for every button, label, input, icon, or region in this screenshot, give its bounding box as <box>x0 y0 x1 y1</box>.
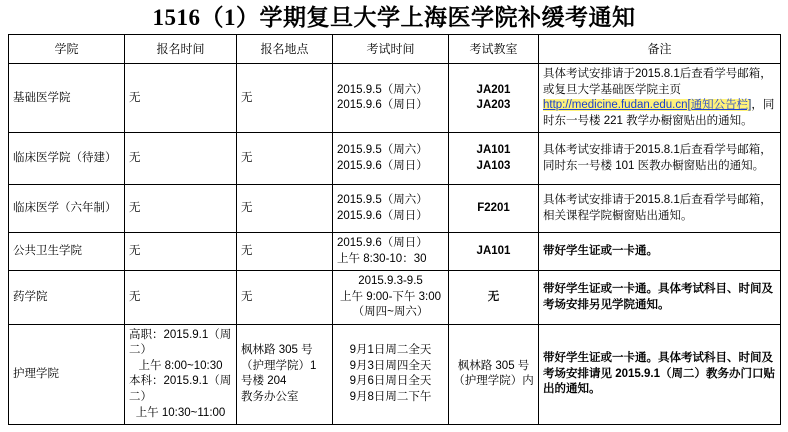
cell-registration-place: 枫林路 305 号（护理学院）1 号楼 204 教务办公室 <box>237 324 333 424</box>
table-header-row <box>9 35 781 64</box>
cell-registration-time: 高职：2015.9.1（周二） 上午 8:00~10:30 本科：2015.9.1（周二） 上午 10:30~11:00 <box>125 324 237 424</box>
cell-exam-room: JA101 <box>449 233 539 271</box>
cell-exam-time: 2015.9.5（周六） 2015.9.6（周日） <box>333 185 449 233</box>
cell-college: 药学院 <box>9 271 125 325</box>
cell-college: 护理学院 <box>9 324 125 424</box>
remark-text-post: ，同时东一号楼 221 教学办橱窗贴出的通知。 <box>543 99 775 127</box>
cell-exam-time: 2015.9.6（周日） 上午 8:30-10：30 <box>333 233 449 271</box>
cell-exam-time: 9月1日周二全天 9月3日周四全天 9月6日周日全天 9月8日周二下午 <box>333 324 449 424</box>
cell-registration-place: 无 <box>237 271 333 325</box>
cell-remark: 具体考试安排请于2015.8.1后查看学号邮箱，相关课程学院橱窗贴出通知。 <box>539 185 781 233</box>
header-exam-time: 考试时间 <box>333 35 449 64</box>
cell-remark: 带好学生证或一卡通。 <box>539 233 781 271</box>
header-college: 学院 <box>9 35 125 64</box>
cell-exam-time: 2015.9.3-9.5 上午 9:00-下午 3:00 （周四~周六） <box>333 271 449 325</box>
table-row <box>9 324 781 424</box>
cell-college: 公共卫生学院 <box>9 233 125 271</box>
cell-exam-time: 2015.9.5（周六） 2015.9.6（周日） <box>333 133 449 185</box>
remark-text-pre: 具体考试安排请于2015.8.1后查看学号邮箱，或复旦大学基础医学院主页 <box>543 68 772 96</box>
cell-remark: 带好学生证或一卡通。具体考试科目、时间及考场安排请见 2015.9.1（周二）教务办门口贴出的通知。 <box>539 324 781 424</box>
cell-registration-time: 无 <box>125 133 237 185</box>
cell-college: 临床医学院（待建） <box>9 133 125 185</box>
cell-registration-time: 无 <box>125 64 237 133</box>
remark-link[interactable]: http://medicine.fudan.edu.cn[通知公告栏] <box>543 99 752 112</box>
cell-registration-place: 无 <box>237 133 333 185</box>
header-registration-time: 报名时间 <box>125 35 237 64</box>
cell-remark <box>539 64 781 133</box>
cell-registration-place: 无 <box>237 64 333 133</box>
cell-remark: 带好学生证或一卡通。具体考试科目、时间及考场安排另见学院通知。 <box>539 271 781 325</box>
makeup-exam-table <box>8 34 781 425</box>
cell-exam-room: F2201 <box>449 185 539 233</box>
table-row <box>9 133 781 185</box>
cell-college: 基础医学院 <box>9 64 125 133</box>
header-exam-room: 考试教室 <box>449 35 539 64</box>
cell-exam-room: JA201 JA203 <box>449 64 539 133</box>
table-row <box>9 185 781 233</box>
cell-registration-time: 无 <box>125 185 237 233</box>
cell-college: 临床医学（六年制） <box>9 185 125 233</box>
cell-exam-room: 无 <box>449 271 539 325</box>
cell-exam-room: JA101 JA103 <box>449 133 539 185</box>
cell-registration-time: 无 <box>125 233 237 271</box>
header-remark: 备注 <box>539 35 781 64</box>
cell-registration-time: 无 <box>125 271 237 325</box>
cell-registration-place: 无 <box>237 233 333 271</box>
cell-exam-room: 枫林路 305 号 （护理学院）内 <box>449 324 539 424</box>
cell-exam-time: 2015.9.5（周六） 2015.9.6（周日） <box>333 64 449 133</box>
cell-registration-place: 无 <box>237 185 333 233</box>
header-registration-place: 报名地点 <box>237 35 333 64</box>
cell-remark: 具体考试安排请于2015.8.1后查看学号邮箱，同时东一号楼 101 医教办橱窗贴出的通知。 <box>539 133 781 185</box>
table-row <box>9 64 781 133</box>
page-title: 1516（1）学期复旦大学上海医学院补缓考通知 <box>152 5 636 30</box>
table-row <box>9 233 781 271</box>
table-row <box>9 271 781 325</box>
